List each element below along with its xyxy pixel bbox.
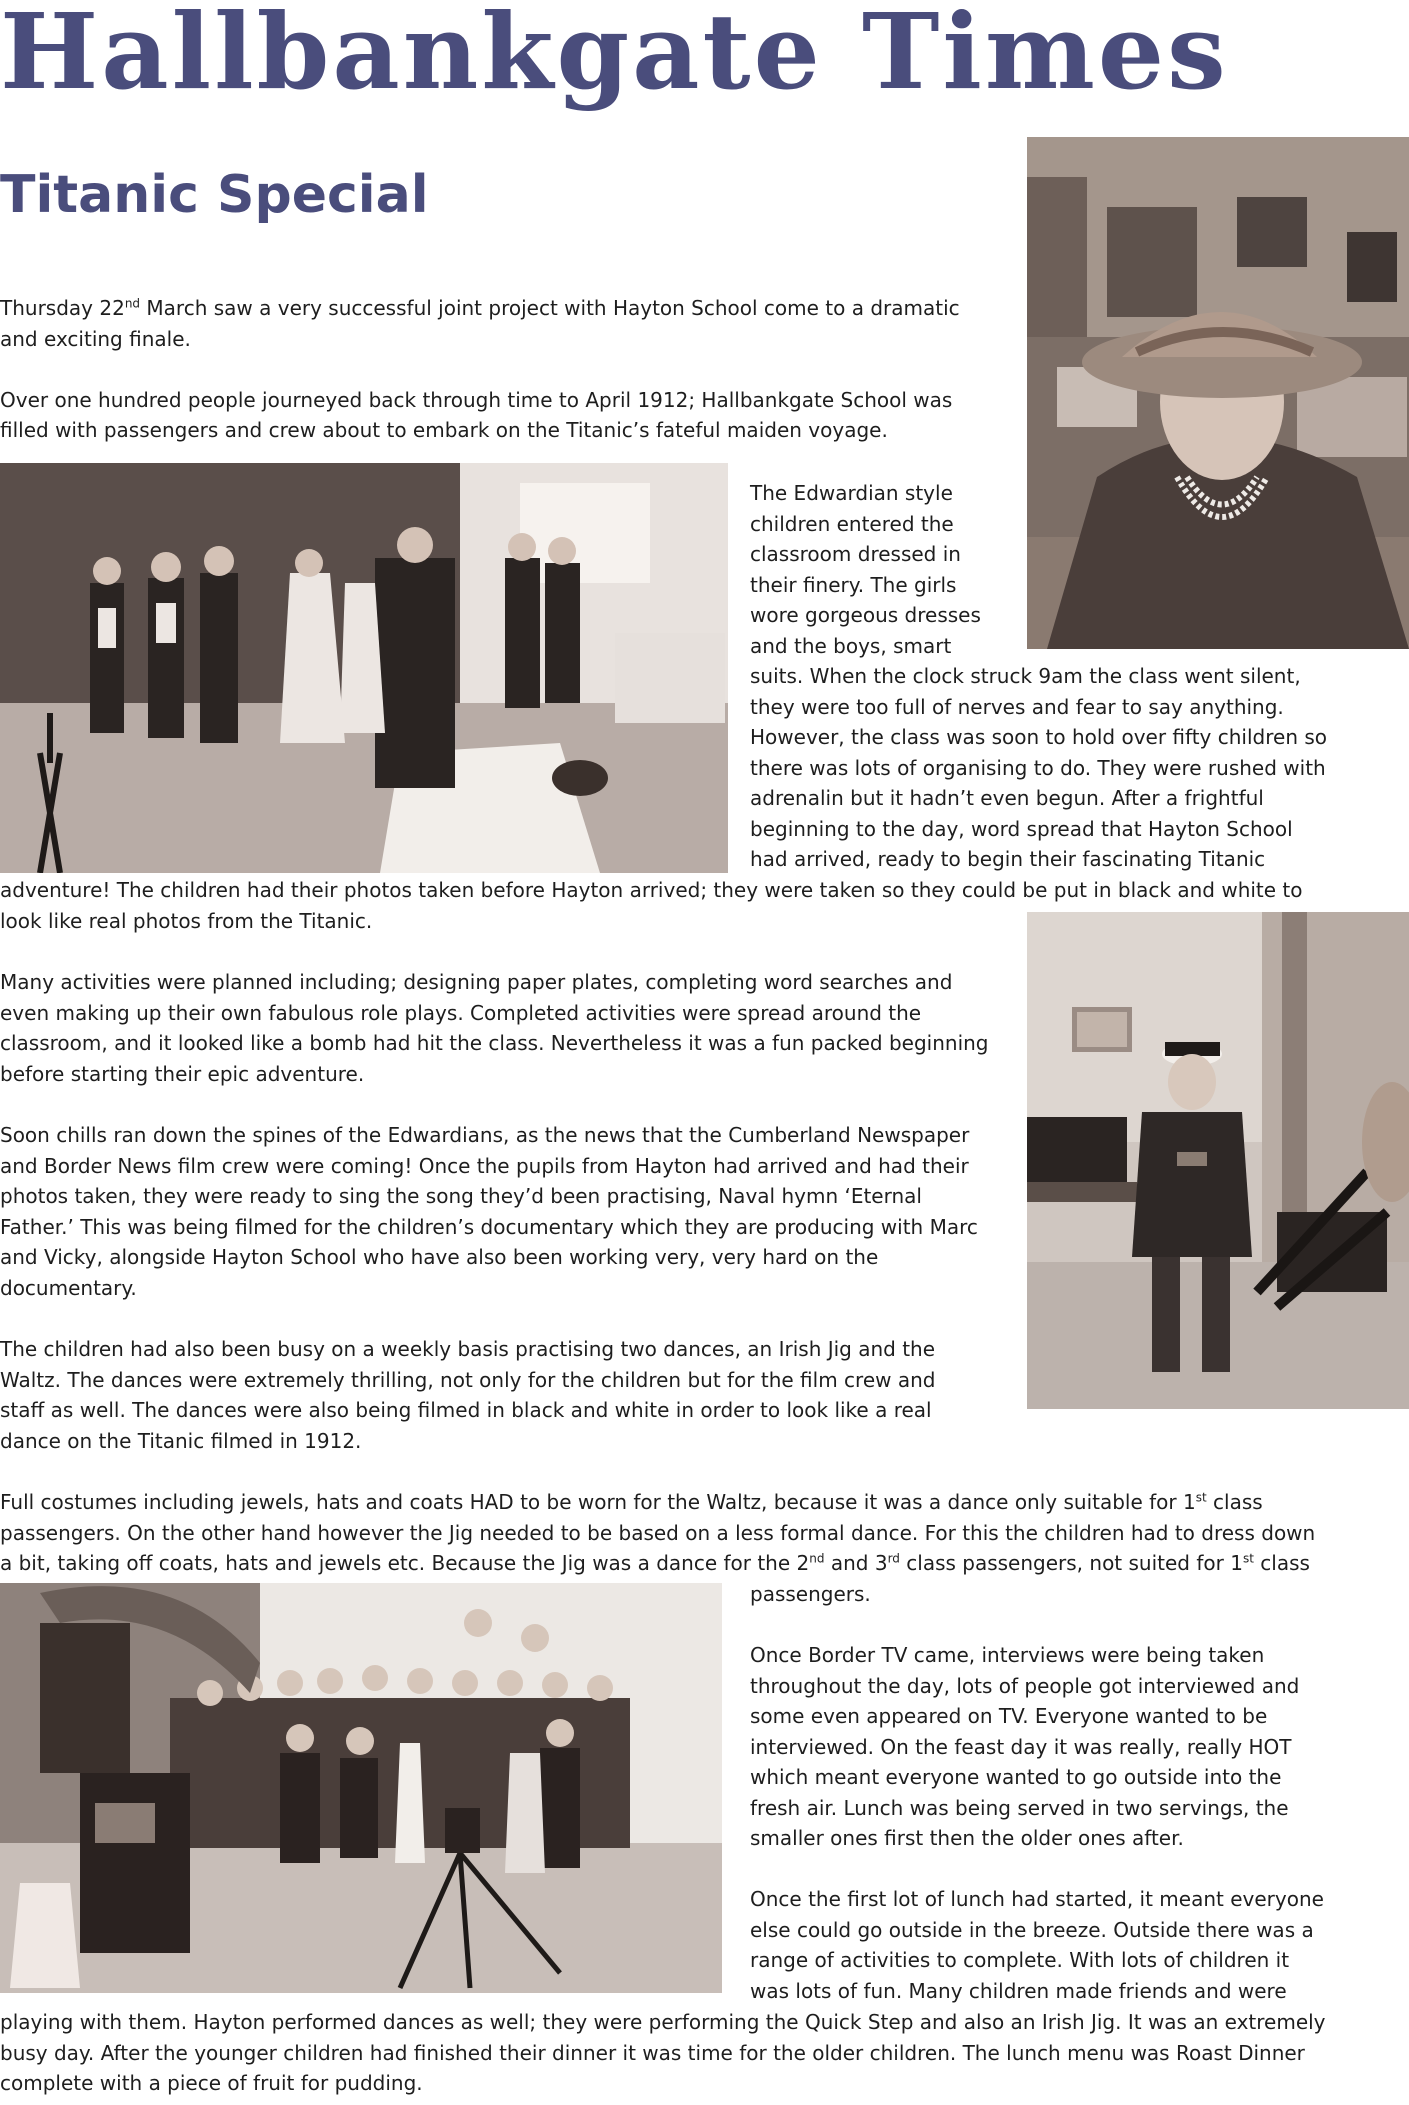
text-line: documentary. <box>0 1275 137 1300</box>
photo-children-dancing <box>0 463 728 873</box>
text-line: fresh air. Lunch was being served in two servings, the <box>750 1795 1289 1820</box>
intro-p1-line1: Thursday 22nd March saw a very successful joint project with Hayton School come to a dramatic <box>0 296 960 320</box>
text-line: The children had also been busy on a weekly basis practising two dances, an Irish Jig and the <box>0 1337 936 1361</box>
text-line: suits. When the clock struck 9am the class went silent, <box>750 664 1301 688</box>
text-line: some even appeared on TV. Everyone wanted to be <box>750 1704 1268 1728</box>
dances-text <box>0 1334 935 1456</box>
border-tv-text <box>750 1640 1299 1854</box>
text-line: playing with them. Hayton performed dances as well; they were performing the Quick Step and also an Irish Jig. It was an extremely <box>0 2010 1326 2034</box>
text-line: The Edwardian style <box>750 481 953 505</box>
intro-p1-line2: and exciting finale. <box>0 326 191 351</box>
text-line: which meant everyone wanted to go outside into the <box>750 1765 1282 1789</box>
text-line: there was lots of organising to do. They were rushed with <box>750 755 1326 780</box>
text-line: dance on the Titanic filmed in 1912. <box>0 1428 362 1453</box>
text-line: passengers. On the other hand however the Jig needed to be based on a less formal dance. For this the children had to dress down <box>0 1520 1316 1545</box>
text-line: their finery. The girls <box>750 572 957 597</box>
photo-group-film-camera-graphic <box>0 1583 722 1993</box>
text-line: else could go outside in the breeze. Outside there was a <box>750 1917 1314 1942</box>
masthead-title: Hallbankgate Times <box>0 0 1229 113</box>
text-line: photos taken, they were ready to sing the song they’d been practising, Naval hymn ‘Eternal <box>0 1184 922 1208</box>
film-crew-text <box>0 1120 978 1303</box>
section-title: Titanic Special <box>0 165 429 225</box>
text-line: Full costumes including jewels, hats and coats HAD to be worn for the Waltz, because it was a dance only suitable for 1st class <box>0 1490 1263 1514</box>
text-line: look like real photos from the Titanic. <box>0 908 373 933</box>
lunch-narrow-text <box>750 1884 1324 2006</box>
text-line: wore gorgeous dresses <box>750 603 981 627</box>
photo-girl-in-hat-graphic <box>1027 137 1409 649</box>
text-line: throughout the day, lots of people got interviewed and <box>750 1673 1300 1698</box>
text-line: and Vicky, alongside Hayton School who have also been working very, very hard on the <box>0 1245 879 1269</box>
text-line: However, the class was soon to hold over fifty children so <box>750 725 1328 749</box>
text-line: complete with a piece of fruit for pudding. <box>0 2071 423 2095</box>
photo-girl-in-hat <box>1027 137 1409 649</box>
edwardian-mid-text <box>750 661 1327 875</box>
text-line: classroom, and it looked like a bomb had hit the class. Nevertheless it was a fun packed beginning <box>0 1031 989 1055</box>
photo-group-film-camera <box>0 1583 722 1993</box>
text-line: Many activities were planned including; designing paper plates, completing word searches and <box>0 970 953 994</box>
costumes-text-end <box>750 1579 871 1610</box>
text-line: Once Border TV came, interviews were being taken <box>750 1643 1265 1667</box>
text-line: staff as well. The dances were also being filmed in black and white in order to look like a real <box>0 1398 932 1422</box>
text-line: Soon chills ran down the spines of the Edwardians, as the news that the Cumberland Newspaper <box>0 1123 970 1147</box>
photo-children-dancing-graphic <box>0 463 728 873</box>
photo-boy-captain-graphic <box>1027 912 1409 1409</box>
text-line: had arrived, ready to begin their fascinating Titanic <box>750 847 1266 871</box>
text-line: Once the first lot of lunch had started, it meant everyone <box>750 1887 1324 1911</box>
text-line: adrenalin but it hadn’t even begun. After a frightful <box>750 786 1264 810</box>
text-line: and the boys, smart <box>750 633 952 658</box>
text-line: before starting their epic adventure. <box>0 1061 365 1086</box>
intro-text <box>0 293 960 446</box>
text-line: busy day. After the younger children had finished their dinner it was time for the older children. The lunch menu was Roast Dinner <box>0 2040 1305 2065</box>
text-line: they were too full of nerves and fear to say anything. <box>750 694 1284 719</box>
text-line: Waltz. The dances were extremely thrilling, not only for the children but for the film crew and <box>0 1367 936 1392</box>
text-line: adventure! The children had their photos taken before Hayton arrived; they were taken so they could be put in black and white to <box>0 878 1303 902</box>
photo-boy-captain <box>1027 912 1409 1409</box>
text-line: range of activities to complete. With lots of children it <box>750 1948 1290 1972</box>
text-line: a bit, taking off coats, hats and jewels etc. Because the Jig was a dance for the 2nd and 3rd class passengers, not suited for 1st class <box>0 1551 1310 1575</box>
text-line: Father.’ This was being filmed for the children’s documentary which they are producing with Marc <box>0 1214 978 1239</box>
costumes-text <box>0 1487 1315 1579</box>
text-line: was lots of fun. Many children made friends and were <box>750 1978 1287 2003</box>
intro-p2-line1: Over one hundred people journeyed back through time to April 1912; Hallbankgate School was <box>0 387 953 412</box>
activities-text <box>0 967 989 1089</box>
text-line: passengers. <box>750 1582 871 1606</box>
text-line: beginning to the day, word spread that Hayton School <box>750 816 1293 841</box>
text-line: and Border News film crew were coming! Once the pupils from Hayton had arrived and had their <box>0 1153 969 1178</box>
intro-p2-line2: filled with passengers and crew about to embark on the Titanic’s fateful maiden voyage. <box>0 418 888 442</box>
text-line: children entered the <box>750 511 954 536</box>
lunch-full-text <box>0 2007 1326 2099</box>
text-line: classroom dressed in <box>750 542 961 566</box>
edwardian-narrow-text <box>750 478 981 661</box>
text-line: smaller ones first then the older ones after. <box>750 1826 1184 1850</box>
text-line: interviewed. On the feast day it was really, really HOT <box>750 1734 1292 1759</box>
text-line: even making up their own fabulous role plays. Completed activities were spread around the <box>0 1000 922 1025</box>
